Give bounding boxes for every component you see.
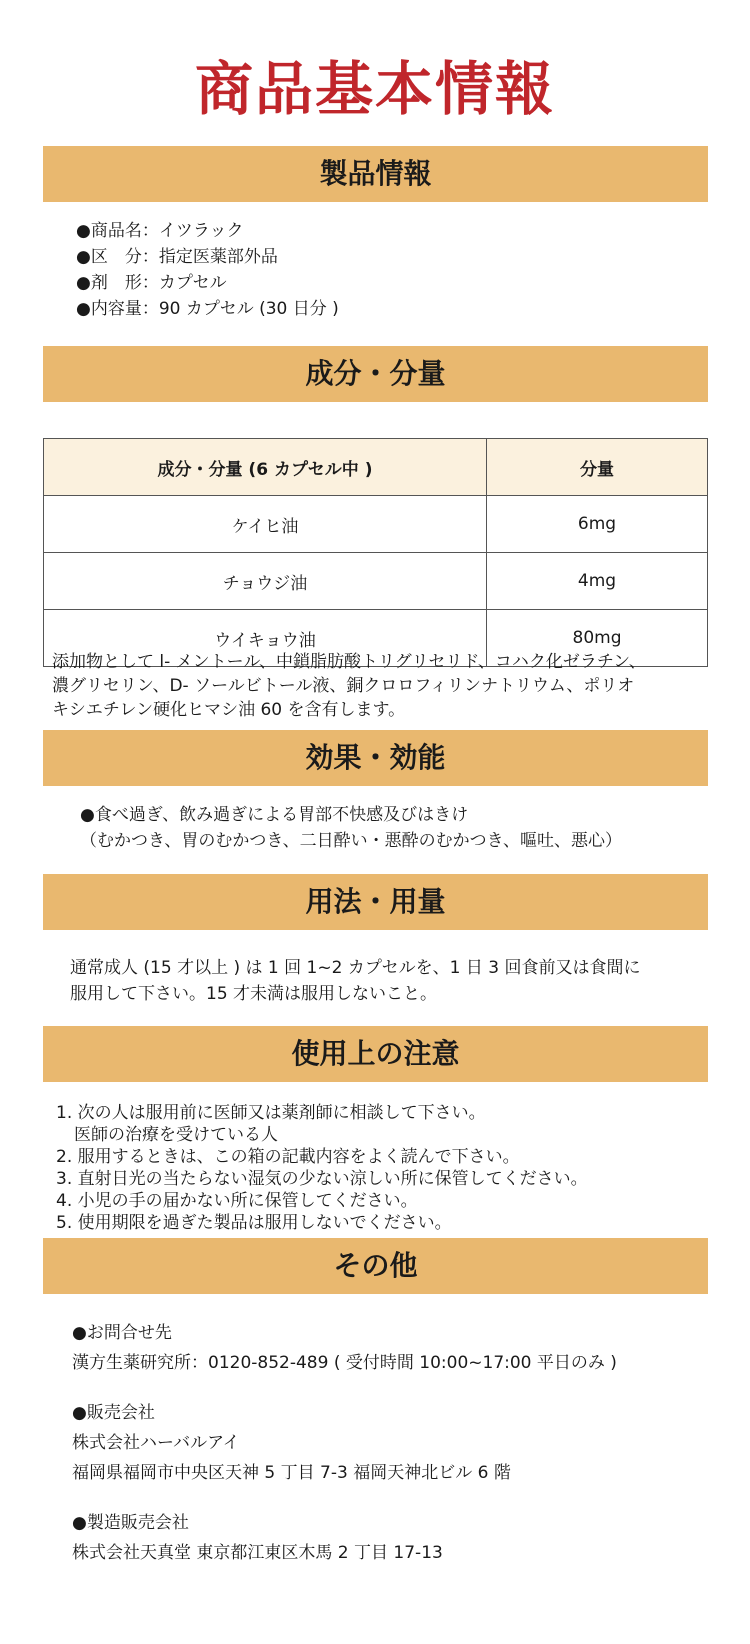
- ingredient-name: チョウジ油: [44, 553, 487, 610]
- ingredients-table: [43, 438, 708, 667]
- caution-item: 2. 服用するときは、この箱の記載内容をよく読んで下さい。: [56, 1147, 520, 1167]
- product-name: ●商品名：イツラック: [76, 221, 244, 241]
- section-heading-effects: 効果・効能: [43, 730, 708, 786]
- seller-address: 福岡県福岡市中央区天神 5 丁目 7-3 福岡天神北ビル 6 階: [72, 1463, 511, 1483]
- product-info-list: [76, 218, 339, 322]
- seller-name: 株式会社ハーバルアイ: [72, 1433, 240, 1453]
- section-heading-other: その他: [43, 1238, 708, 1294]
- ingredient-amount: 6mg: [487, 496, 708, 553]
- cautions-list: [56, 1102, 588, 1234]
- section-heading-product: 製品情報: [43, 146, 708, 202]
- page-title: 商品基本情報: [194, 55, 555, 123]
- maker-label: ●製造販売会社: [72, 1513, 189, 1533]
- ingredient-amount: 4mg: [487, 553, 708, 610]
- caution-item: 3. 直射日光の当たらない湿気の少ない涼しい所に保管してください。: [56, 1169, 588, 1189]
- contact-label: ●お問合せ先: [72, 1323, 172, 1343]
- table-row: [44, 496, 708, 553]
- maker-value: 株式会社天真堂 東京都江東区木馬 2 丁目 17-13: [72, 1543, 443, 1563]
- table-row: [44, 553, 708, 610]
- table-header-row: [44, 439, 708, 496]
- ingredient-name: ケイヒ油: [44, 496, 487, 553]
- section-heading-ingredients: 成分・分量: [43, 346, 708, 402]
- section-heading-cautions: 使用上の注意: [43, 1026, 708, 1082]
- section-heading-usage: 用法・用量: [43, 874, 708, 930]
- caution-item: 5. 使用期限を過ぎた製品は服用しないでください。: [56, 1213, 452, 1233]
- additives-line: キシエチレン硬化ヒマシ油 60 を含有します。: [52, 700, 406, 720]
- product-contents: ●内容量：90 カプセル (30 日分 ): [76, 299, 339, 319]
- additives-line: 添加物として l- メントール、中鎖脂肪酸トリグリセリド、コハク化ゼラチン、: [52, 652, 646, 672]
- additives-line: 濃グリセリン、D- ソールビトール液、銅クロロフィリンナトリウム、ポリオ: [52, 676, 635, 696]
- caution-item: 医師の治療を受けている人: [74, 1125, 278, 1145]
- effects-text: [80, 802, 622, 854]
- usage-line: 通常成人 (15 才以上 ) は 1 回 1~2 カプセルを、1 日 3 回食前又は食間に: [70, 958, 641, 978]
- caution-item: 1. 次の人は服用前に医師又は薬剤師に相談して下さい。: [56, 1103, 486, 1123]
- usage-text: [70, 955, 641, 1007]
- ingredient-amount: 80mg: [487, 610, 708, 667]
- contact-value: 漢方生薬研究所：0120-852-489 ( 受付時間 10:00~17:00 平日のみ ): [72, 1353, 617, 1373]
- usage-line: 服用して下さい。15 才未満は服用しないこと。: [70, 984, 438, 1004]
- additives-note: [52, 650, 646, 722]
- table-header-ingredient: 成分・分量 (6 カプセル中 ): [44, 439, 487, 496]
- table-header-amount: 分量: [487, 439, 708, 496]
- product-category: ●区 分：指定医薬部外品: [76, 247, 278, 267]
- other-info: [72, 1318, 617, 1568]
- ingredient-name: ウイキョウ油: [44, 610, 487, 667]
- caution-item: 4. 小児の手の届かない所に保管してください。: [56, 1191, 418, 1211]
- product-form: ●剤 形：カプセル: [76, 273, 227, 293]
- seller-label: ●販売会社: [72, 1403, 155, 1423]
- effects-line: ●食べ過ぎ、飲み過ぎによる胃部不快感及びはきけ: [80, 805, 469, 825]
- effects-line: （むかつき、胃のむかつき、二日酔い・悪酔のむかつき、嘔吐、悪心）: [80, 831, 622, 851]
